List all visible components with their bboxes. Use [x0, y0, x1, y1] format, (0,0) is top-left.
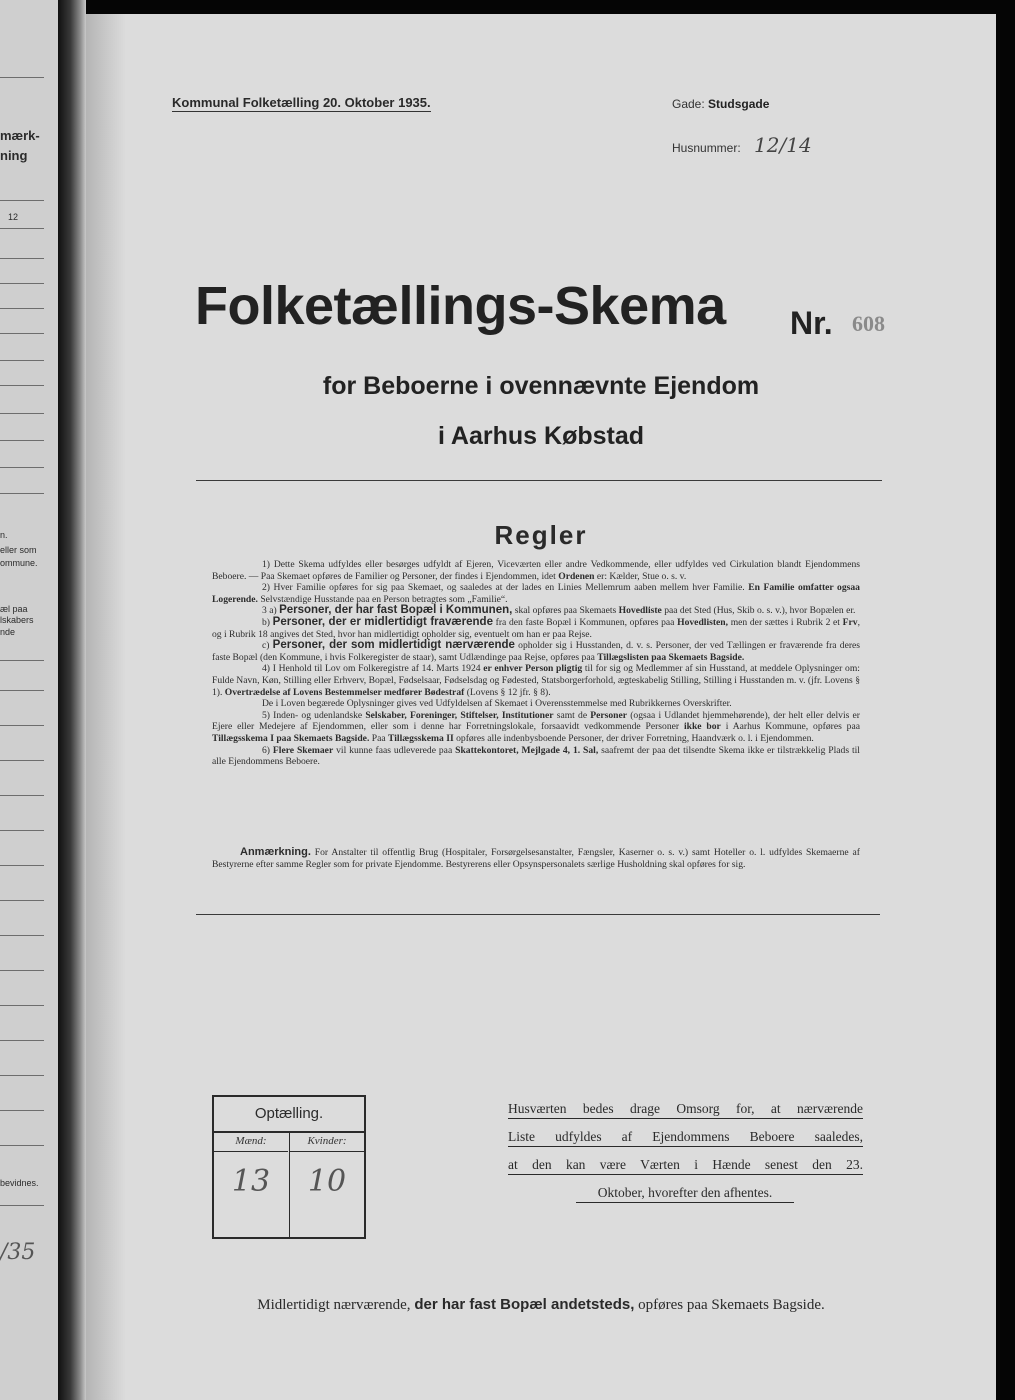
- women-column: [289, 1131, 364, 1237]
- form-line: [0, 660, 44, 661]
- binding-gutter: [58, 0, 86, 1400]
- form-line: [0, 830, 44, 831]
- left-page-text: nde: [0, 627, 16, 637]
- rules-text: [212, 559, 860, 768]
- form-line: [0, 77, 44, 78]
- women-count: 10: [307, 1164, 347, 1199]
- house-number-field: [672, 133, 812, 157]
- form-line: [0, 308, 44, 309]
- form-line: [0, 360, 44, 361]
- left-page-handwriting: /35: [0, 1240, 36, 1265]
- form-line: [0, 1040, 44, 1041]
- form-line: [0, 1075, 44, 1076]
- form-line: [0, 1205, 44, 1206]
- rule-2: 2) Hver Familie opføres for sig paa Skemaet, og saaledes at der lades en Linies Mellemrum aaben mellem hver Familie. En Familie omfatter ogsaa Logerende. Selvstændige Husstande paa en Person betragtes som „Familie“.: [212, 582, 860, 605]
- form-line: [0, 440, 44, 441]
- form-line: [0, 385, 44, 386]
- left-page-text: lskabers: [0, 615, 34, 625]
- form-line: [0, 795, 44, 796]
- notice-line: Oktober, hvorefter den afhentes.: [576, 1185, 794, 1203]
- form-number-value: 608: [852, 311, 885, 336]
- rules-heading: Regler: [494, 520, 588, 550]
- census-title: Kommunal Folketælling 20. Oktober 1935.: [172, 95, 431, 110]
- form-line: [0, 258, 44, 259]
- men-label: Mænd:: [214, 1131, 288, 1152]
- left-page-text: ning: [0, 148, 28, 163]
- rule-4: 4) I Henhold til Lov om Folkeregistre af 14. Marts 1924 er enhver Person pligtig til for sig og Medlemmer af sin Husstand, at meddele Oplysninger om: Fulde Navn, Køn, Stilling eller Erhverv, Bopæl, Fødselsaar, Fødselsdag og Fødested, Statsborgerforhold, ægteskabelig Stilling, Stilling i Husstanden m. v. (jfr. Lovens § 1). Overtrædelse af Lovens Bestemmelser medfører Bødestraf (Lovens § 12 jfr. § 8).: [212, 663, 860, 698]
- form-line: [0, 1145, 44, 1146]
- rule-3a: 3 a) Personer, der har fast Bopæl i Kommunen, skal opføres paa Skemaets Hovedliste paa det Sted (Hus, Skib o. s. v.), hvor Bopælen er.: [262, 604, 856, 617]
- left-page-text: ommune.: [0, 558, 38, 568]
- left-page-text: n.: [0, 530, 8, 540]
- form-title: Folketællings-Skema: [195, 276, 726, 336]
- notice-line: Husværten bedes drage Omsorg for, at nærværende: [508, 1101, 863, 1119]
- men-column: [214, 1131, 288, 1237]
- form-line: [0, 935, 44, 936]
- remark-paragraph: [212, 847, 860, 870]
- form-line: [0, 467, 44, 468]
- form-subtitle: for Beboerne i ovennævnte Ejendom: [322, 372, 760, 400]
- footer-bold: der har fast Bopæl andetsteds,: [414, 1296, 635, 1313]
- form-line: [0, 1110, 44, 1111]
- left-page-text: æl paa: [0, 604, 28, 614]
- footer-note: [86, 1296, 996, 1314]
- form-line: [0, 1005, 44, 1006]
- street-value: Studsgade: [708, 97, 770, 111]
- form-line: [0, 333, 44, 334]
- rule-6: 6) Flere Skemaer vil kunne faas udleverede paa Skattekontoret, Mejlgade 4, 1. Sal, saafremt der paa det tilsendte Skema ikke er tilstrækkelig Plads til alle Ejendommens Beboere.: [212, 744, 860, 768]
- form-line: [0, 200, 44, 201]
- scan-border: [996, 0, 1015, 1400]
- rule-5: 5) Inden- og udenlandske Selskaber, Foreninger, Stiftelser, Institutioner samt de Personer (ogsaa i Udlandet hjemmehørende), der helt eller delvis er Ejere eller Medejere af Ejendommen, eller som i denne har Forretningslokale, forsaavidt vedkommende Personer ikke bor i Aarhus Kommune, opføres paa Tillægsskema I paa Skemaets Bagside. Paa Tillægsskema II opføres alle indenbysboende Personer, der driver Forretning, Haandværk o. l. i Ejendommen.: [212, 709, 860, 744]
- footer-post: opføres paa Skemaets Bagside.: [638, 1297, 825, 1313]
- house-number-label: Husnummer:: [672, 141, 741, 155]
- left-page-text: eller som: [0, 545, 37, 555]
- left-page-text: 12: [8, 212, 19, 222]
- form-location: i Aarhus Købstad: [437, 422, 645, 450]
- form-line: [0, 970, 44, 971]
- street-label: Gade:: [672, 97, 705, 111]
- rule-3c: c) Personer, der som midlertidigt nærværende opholder sig i Husstanden, d. v. s. Personer, der ved Tællingen er fraværende fra deres faste Bopæl (den Kommune, i hvis Folkeregister de staar), samt Udlændinge paa Rejse, opføres paa Tillægslisten paa Skemaets Bagside.: [212, 639, 861, 663]
- notice-line: at den kan være Værten i Hænde senest den 23.: [508, 1157, 863, 1175]
- notice-line: Liste udfyldes af Ejendommens Beboere saaledes,: [508, 1129, 863, 1147]
- form-line: [0, 760, 44, 761]
- form-line: [0, 493, 44, 494]
- remark-lead: Anmærkning.: [240, 846, 311, 858]
- divider-line: [196, 914, 880, 915]
- women-label: Kvinder:: [290, 1131, 364, 1152]
- form-line: [0, 283, 44, 284]
- rule-3b: b) Personer, der er midlertidigt fraværende fra den faste Bopæl i Kommunen, opføres paa Hovedlisten, men der sættes i Rubrik 2 et Frv, og i Rubrik 18 angives det Sted, hvor han midlertidigt opholder sig, eventuelt om han er paa Rejse.: [212, 615, 860, 640]
- street-field: [672, 97, 769, 111]
- remark-text: For Anstalter til offentlig Brug (Hospitaler, Forsørgelsesanstalter, Fængsler, Kaserner o. s. v.) samt Hoteller o. l. udfyldes Skemaerne af Bestyrerne efter samme Regler som for private Ejendomme. Bestyrerens eller Opsynspersonalets særlige Husholdning skal opføres for sig.: [212, 847, 860, 870]
- rule-1: 1) Dette Skema udfyldes eller besørges udfyldt af Ejeren, Viceværten eller andre Vedkommende, eller udfyldes ved Cirkulation blandt Ejendommens Beboere. — Paa Skemaet opføres de Familier og Personer, der findes i Ejendommen, idet Ordenen er: Kælder, Stue o. s. v.: [212, 559, 860, 582]
- rule-4b: De i Loven begærede Oplysninger gives ved Udfyldelsen af Skemaet i Overensstemmelse med Rubrikkernes Overskrifter.: [262, 698, 732, 710]
- form-line: [0, 413, 44, 414]
- form-line: [0, 900, 44, 901]
- form-line: [0, 228, 44, 229]
- divider-line: [196, 480, 882, 481]
- left-page-text: mærk-: [0, 128, 40, 143]
- footer-pre: Midlertidigt nærværende,: [257, 1297, 411, 1313]
- form-line: [0, 725, 44, 726]
- house-number-value: 12/14: [754, 133, 812, 157]
- left-page-text: bevidnes.: [0, 1178, 39, 1188]
- form-line: [0, 690, 44, 691]
- adjacent-page-strip: [0, 0, 58, 1400]
- count-box: [212, 1095, 366, 1239]
- form-number-label: Nr.: [790, 305, 833, 341]
- men-count: 13: [231, 1164, 271, 1199]
- count-box-title: Optælling.: [214, 1097, 364, 1133]
- form-line: [0, 865, 44, 866]
- landlord-notice: [508, 1101, 863, 1213]
